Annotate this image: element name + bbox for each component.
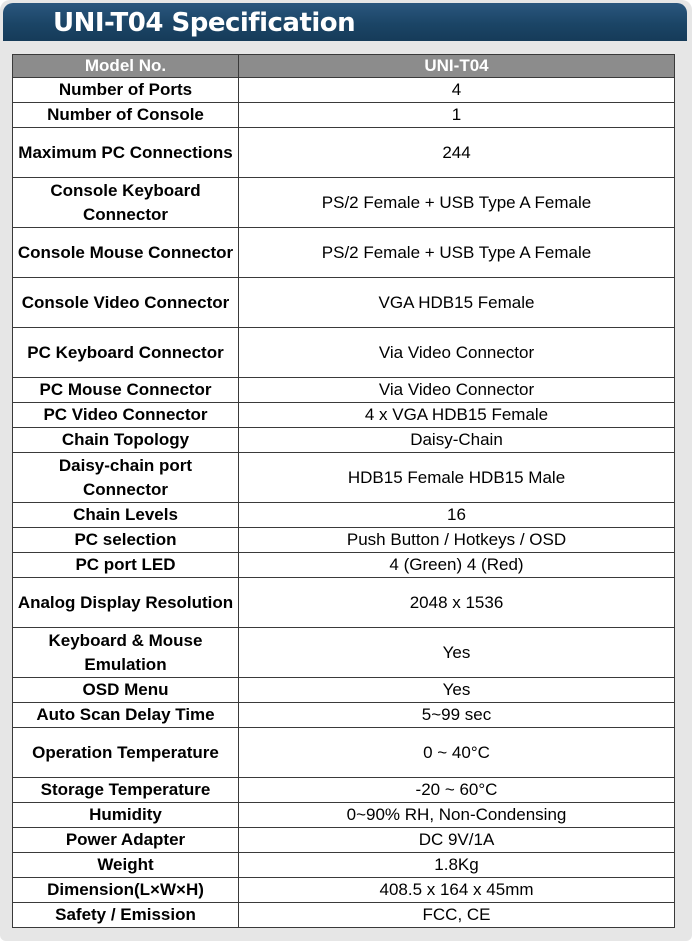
spec-value: Via Video Connector [239, 328, 675, 378]
spec-label: Humidity [13, 803, 239, 828]
spec-value: Yes [239, 628, 675, 678]
spec-value: DC 9V/1A [239, 828, 675, 853]
spec-value: 1 [239, 103, 675, 128]
spec-value: Via Video Connector [239, 378, 675, 403]
spec-label: Chain Topology [13, 428, 239, 453]
spec-label: Operation Temperature [13, 728, 239, 778]
spec-label: Chain Levels [13, 503, 239, 528]
spec-label: Weight [13, 853, 239, 878]
spec-value: 0 ~ 40°C [239, 728, 675, 778]
spec-value: FCC, CE [239, 903, 675, 928]
spec-value: 0~90% RH, Non-Condensing [239, 803, 675, 828]
table-row [13, 678, 675, 703]
spec-label: PC Mouse Connector [13, 378, 239, 403]
table-row [13, 403, 675, 428]
spec-value: PS/2 Female + USB Type A Female [239, 228, 675, 278]
spec-value: -20 ~ 60°C [239, 778, 675, 803]
spec-label: Safety / Emission [13, 903, 239, 928]
spec-label: Console Mouse Connector [13, 228, 239, 278]
table-row [13, 578, 675, 628]
spec-value: 5~99 sec [239, 703, 675, 728]
table-row [13, 378, 675, 403]
header-model-value: UNI-T04 [239, 55, 675, 78]
spec-label: PC port LED [13, 553, 239, 578]
table-row [13, 803, 675, 828]
spec-label: PC selection [13, 528, 239, 553]
spec-label: Daisy-chain port Connector [13, 453, 239, 503]
table-row [13, 878, 675, 903]
title-bar [3, 3, 687, 41]
spec-label: Number of Ports [13, 78, 239, 103]
table-row [13, 628, 675, 678]
table-row [13, 128, 675, 178]
table-row [13, 828, 675, 853]
spec-value: 16 [239, 503, 675, 528]
table-row [13, 178, 675, 228]
spec-value: Daisy-Chain [239, 428, 675, 453]
spec-label: Keyboard & Mouse Emulation [13, 628, 239, 678]
spec-value: 244 [239, 128, 675, 178]
page-title: UNI-T04 Specification [53, 8, 356, 38]
spec-label: Maximum PC Connections [13, 128, 239, 178]
spec-value: Push Button / Hotkeys / OSD [239, 528, 675, 553]
spec-label: Console Video Connector [13, 278, 239, 328]
table-row [13, 853, 675, 878]
spec-value: 4 x VGA HDB15 Female [239, 403, 675, 428]
spec-label: Power Adapter [13, 828, 239, 853]
table-row [13, 703, 675, 728]
spec-label: PC Video Connector [13, 403, 239, 428]
table-row [13, 503, 675, 528]
spec-label: Dimension(L×W×H) [13, 878, 239, 903]
spec-label: Number of Console [13, 103, 239, 128]
header-model-no: Model No. [13, 55, 239, 78]
spec-value: 4 [239, 78, 675, 103]
spec-value: Yes [239, 678, 675, 703]
table-row [13, 328, 675, 378]
spec-value: 408.5 x 164 x 45mm [239, 878, 675, 903]
table-row [13, 528, 675, 553]
table-row [13, 728, 675, 778]
table-row [13, 278, 675, 328]
spec-value: HDB15 Female HDB15 Male [239, 453, 675, 503]
spec-label: Auto Scan Delay Time [13, 703, 239, 728]
spec-value: 1.8Kg [239, 853, 675, 878]
table-row [13, 903, 675, 928]
table-header-row [13, 55, 675, 78]
table-row [13, 453, 675, 503]
spec-label: Storage Temperature [13, 778, 239, 803]
spec-label: OSD Menu [13, 678, 239, 703]
table-row [13, 78, 675, 103]
table-row [13, 778, 675, 803]
spec-value: PS/2 Female + USB Type A Female [239, 178, 675, 228]
table-row [13, 428, 675, 453]
spec-label: Console Keyboard Connector [13, 178, 239, 228]
table-row [13, 228, 675, 278]
spec-table-body [13, 78, 675, 928]
spec-table [12, 54, 675, 928]
spec-value: 4 (Green) 4 (Red) [239, 553, 675, 578]
spec-label: Analog Display Resolution [13, 578, 239, 628]
table-row [13, 553, 675, 578]
spec-value: 2048 x 1536 [239, 578, 675, 628]
spec-label: PC Keyboard Connector [13, 328, 239, 378]
spec-value: VGA HDB15 Female [239, 278, 675, 328]
table-row [13, 103, 675, 128]
